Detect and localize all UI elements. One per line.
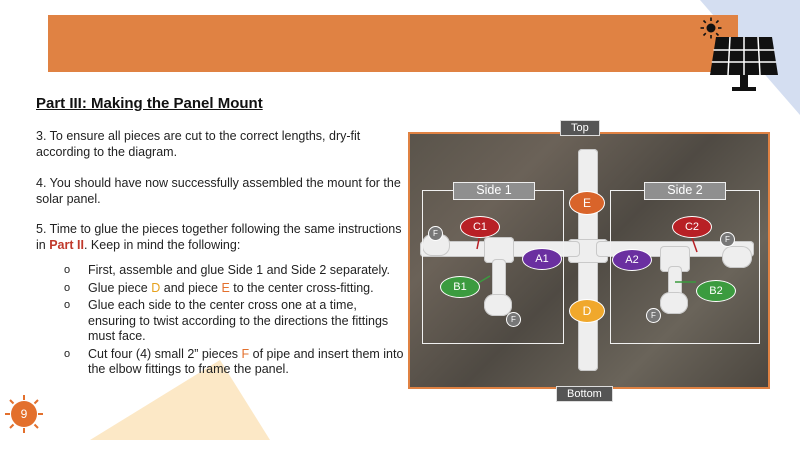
step-5-before: 5. Time to glue the pieces together following the same instructions in [36, 222, 402, 252]
bullet-marker: o [64, 281, 71, 294]
piece-d-ref: D [151, 280, 161, 295]
piece-a1-badge: A1 [522, 248, 562, 270]
list-item [64, 263, 404, 279]
bullet-marker: o [64, 347, 71, 360]
bullet-text: to the center cross-fitting. [229, 280, 374, 295]
bullet-text: Glue each side to the center cross one at a time, ensuring to twist according to the directions the fittings must face. [88, 298, 389, 343]
step-3-text: 3. To ensure all pieces are cut to the correct lengths, dry-fit according to the diagram. [36, 129, 361, 159]
piece-f-ref: F [241, 346, 250, 361]
leader-lines [410, 134, 768, 387]
bullet-text: of pipe and insert them into the elbow fittings to frame the panel. [88, 346, 404, 376]
piece-f-badge: F [646, 308, 661, 323]
piece-b1-badge: B1 [440, 276, 480, 298]
list-item [64, 347, 404, 378]
bullet-marker: o [64, 264, 71, 276]
assembly-photo [408, 132, 770, 389]
piece-e-ref: E [221, 280, 230, 295]
step-5-after: . Keep in mind the following: [83, 238, 241, 252]
list-item [64, 298, 404, 345]
piece-e-badge: E [569, 191, 605, 215]
guidelines-list [64, 263, 404, 380]
bullet-text: Glue piece [88, 280, 152, 295]
header-banner [48, 15, 738, 72]
solar-panel-icon [706, 35, 780, 95]
side-1-title: Side 1 [453, 182, 535, 200]
side-2-title: Side 2 [644, 182, 726, 200]
piece-f-badge: F [428, 226, 443, 241]
top-label: Top [560, 120, 600, 136]
list-item [64, 281, 404, 297]
step-5-emphasis: Part II [49, 238, 84, 252]
piece-d-badge: D [569, 299, 605, 323]
page-number: 9 [11, 401, 37, 427]
piece-b2-badge: B2 [696, 280, 736, 302]
piece-f-badge: F [720, 232, 735, 247]
bullet-text: First, assemble and glue Side 1 and Side 2 separately. [88, 263, 391, 277]
step-5-text [36, 221, 406, 253]
piece-f-badge: F [506, 312, 521, 327]
bullet-text: and piece [160, 280, 222, 295]
bullet-marker: o [64, 299, 71, 311]
piece-a2-badge: A2 [612, 249, 652, 271]
piece-c1-badge: C1 [460, 216, 500, 238]
page-title: Part III: Making the Panel Mount [36, 95, 263, 112]
bullet-text: Cut four (4) small 2” pieces [88, 346, 242, 361]
piece-c2-badge: C2 [672, 216, 712, 238]
step-4-text: 4. You should have now successfully assembled the mount for the solar panel. [36, 176, 401, 206]
bottom-label: Bottom [556, 386, 613, 402]
